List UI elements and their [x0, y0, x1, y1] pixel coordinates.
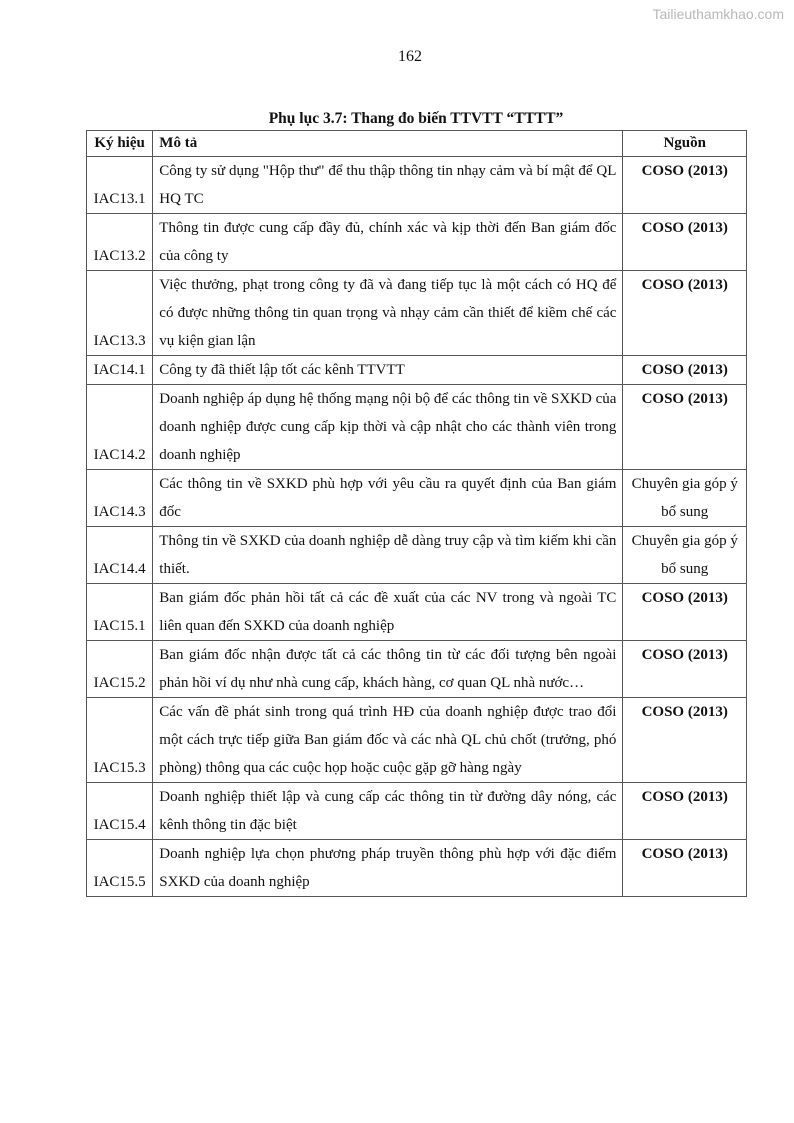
row-description: Doanh nghiệp thiết lập và cung cấp các thông tin từ đường dây nóng, các kênh thông tin đặc biệt: [153, 783, 623, 840]
table-row: [87, 641, 747, 698]
row-source: COSO (2013): [623, 214, 747, 271]
page-number: 162: [398, 48, 422, 65]
row-source: COSO (2013): [623, 641, 747, 698]
row-code: IAC14.4: [87, 527, 153, 584]
row-description: Ban giám đốc phản hồi tất cả các đề xuất của các NV trong và ngoài TC liên quan đến SXKD của doanh nghiệp: [153, 584, 623, 641]
row-source: COSO (2013): [623, 698, 747, 783]
row-description: Thông tin được cung cấp đầy đủ, chính xác và kịp thời đến Ban giám đốc của công ty: [153, 214, 623, 271]
header-source: Nguồn: [623, 131, 747, 157]
row-description: Ban giám đốc nhận được tất cả các thông tin từ các đối tượng bên ngoài phản hồi ví dụ như nhà cung cấp, khách hàng, cơ quan QL nhà nước…: [153, 641, 623, 698]
row-code: IAC13.2: [87, 214, 153, 271]
row-code: IAC15.1: [87, 584, 153, 641]
row-description: Doanh nghiệp lựa chọn phương pháp truyền thông phù hợp với đặc điểm SXKD của doanh nghiệp: [153, 840, 623, 897]
scale-table: [86, 130, 747, 897]
row-source: COSO (2013): [623, 385, 747, 470]
header-description: Mô tả: [153, 131, 623, 157]
row-description: Công ty đã thiết lập tốt các kênh TTVTT: [153, 356, 623, 385]
table-row: [87, 157, 747, 214]
row-source: Chuyên gia góp ý bổ sung: [623, 527, 747, 584]
row-description: Các thông tin về SXKD phù hợp với yêu cầu ra quyết định của Ban giám đốc: [153, 470, 623, 527]
row-description: Thông tin về SXKD của doanh nghiệp dễ dàng truy cập và tìm kiếm khi cần thiết.: [153, 527, 623, 584]
row-source: COSO (2013): [623, 783, 747, 840]
row-code: IAC15.3: [87, 698, 153, 783]
table-row: [87, 214, 747, 271]
row-source: Chuyên gia góp ý bổ sung: [623, 470, 747, 527]
table-row: [87, 840, 747, 897]
row-source: COSO (2013): [623, 271, 747, 356]
table-row: [87, 385, 747, 470]
row-source: COSO (2013): [623, 157, 747, 214]
watermark: Tailieuthamkhao.com: [652, 6, 784, 22]
row-code: IAC13.1: [87, 157, 153, 214]
row-description: Việc thưởng, phạt trong công ty đã và đang tiếp tục là một cách có HQ để có được những thông tin quan trọng và nhạy cảm cần thiết để kiềm chế các vụ kiện gian lận: [153, 271, 623, 356]
row-description: Các vấn đề phát sinh trong quá trình HĐ của doanh nghiệp được trao đổi một cách trực tiếp giữa Ban giám đốc và các nhà QL chủ chốt (trưởng, phó phòng) thông qua các cuộc họp hoặc cuộc gặp gỡ hàng ngày: [153, 698, 623, 783]
row-description: Công ty sử dụng "Hộp thư" để thu thập thông tin nhạy cảm và bí mật để QL HQ TC: [153, 157, 623, 214]
row-code: IAC15.5: [87, 840, 153, 897]
row-code: IAC14.1: [87, 356, 153, 385]
table-row: [87, 527, 747, 584]
table-row: [87, 470, 747, 527]
table-title: Phụ lục 3.7: Thang đo biến TTVTT “TTTT”: [268, 110, 564, 127]
table-row: [87, 584, 747, 641]
table-row: [87, 356, 747, 385]
row-source: COSO (2013): [623, 840, 747, 897]
header-code: Ký hiệu: [87, 131, 153, 157]
table-row: [87, 698, 747, 783]
row-source: COSO (2013): [623, 584, 747, 641]
table-header-row: [87, 131, 747, 157]
table-row: [87, 271, 747, 356]
row-source: COSO (2013): [623, 356, 747, 385]
row-code: IAC14.2: [87, 385, 153, 470]
row-description: Doanh nghiệp áp dụng hệ thống mạng nội bộ để các thông tin về SXKD của doanh nghiệp được cung cấp kịp thời và cập nhật cho các thành viên trong doanh nghiệp: [153, 385, 623, 470]
row-code: IAC14.3: [87, 470, 153, 527]
table-row: [87, 783, 747, 840]
row-code: IAC15.2: [87, 641, 153, 698]
row-code: IAC13.3: [87, 271, 153, 356]
row-code: IAC15.4: [87, 783, 153, 840]
